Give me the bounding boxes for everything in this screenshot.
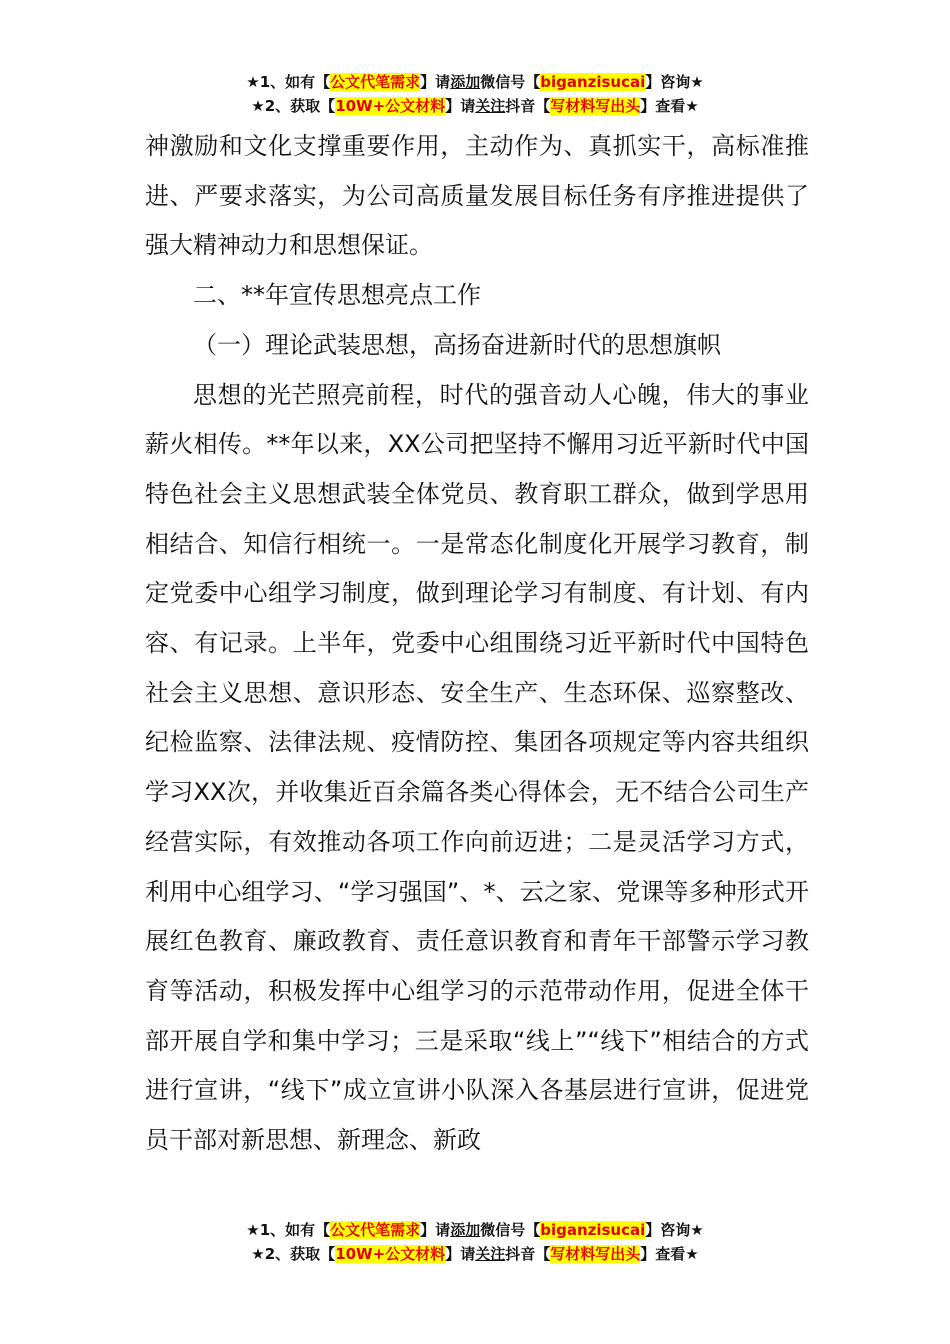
ad-highlight: 写材料写出头 — [550, 97, 641, 115]
subsection-heading: （一）理论武装思想，高扬奋进新时代的思想旗帜 — [193, 330, 721, 359]
ad-text: 微信号【 — [480, 1221, 541, 1239]
ad-highlight: 写材料写出头 — [550, 1245, 641, 1263]
ad-highlight: 10W+公文材料 — [335, 1245, 446, 1263]
ad-line-1 — [0, 1218, 950, 1242]
top-ad-banner — [0, 70, 950, 118]
ad-line-1 — [0, 70, 950, 94]
document-body — [145, 122, 809, 1166]
ad-highlight: 公文代笔需求 — [330, 73, 421, 91]
paragraph-body: 思想的光芒照亮前程，时代的强音动人心魄，伟大的事业薪火相传。**年以来，XX公司把坚持不懈用习近平新时代中国特色社会主义思想武装全体党员、教育职工群众，做到学思用相结合、知信行相统一。一是常态化制度化开展学习教育，制定党委中心组学习制度，做到理论学习有制度、有计划、有内容、有记录。上半年，党委中心组围绕习近平新时代中国特色社会主义思想、意识形态、安全生产、生态环保、巡察整改、纪检监察、法律法规、疫情防控、集团各项规定等内容共组织学习XX次，并收集近百余篇各类心得体会，无不结合公司生产经营实际，有效推动各项工作向前迈进；二是灵活学习方式，利用中心组学习、“学习强国”、*、云之家、党课等多种形式开展红色教育、廉政教育、责任意识教育和青年干部警示学习教育等活动，积极发挥中心组学习的示范带动作用，促进全体干部开展自学和集中学习；三是采取“线上”“线下”相结合的方式进行宣讲，“线下”成立宣讲小队深入各基层进行宣讲，促进党员干部对新思想、新理念、新政 — [145, 380, 809, 1155]
section-heading: 二、**年宣传思想亮点工作 — [193, 281, 481, 310]
ad-text: ★1、如有【 — [246, 1221, 331, 1239]
ad-text: 】查看★ — [640, 97, 699, 115]
ad-emphasis: 关注 — [475, 97, 506, 115]
ad-line-2 — [0, 94, 950, 118]
bottom-ad-banner — [0, 1218, 950, 1266]
ad-highlight: 10W+公文材料 — [335, 97, 446, 115]
ad-emphasis: 添加 — [450, 73, 481, 91]
ad-emphasis: 添加 — [450, 1221, 481, 1239]
ad-text: 】咨询★ — [645, 1221, 704, 1239]
ad-text: 】请 — [445, 1245, 476, 1263]
ad-text: 】咨询★ — [645, 73, 704, 91]
ad-line-2 — [0, 1242, 950, 1266]
ad-text: 】请 — [420, 73, 451, 91]
ad-highlight: biganzisucai — [540, 1221, 646, 1239]
ad-text: 】请 — [420, 1221, 451, 1239]
ad-text: ★2、获取【 — [251, 97, 336, 115]
ad-text: 抖音【 — [505, 1245, 551, 1263]
ad-text: 微信号【 — [480, 73, 541, 91]
ad-text: ★2、获取【 — [251, 1245, 336, 1263]
ad-text: 】请 — [445, 97, 476, 115]
paragraph-continuation: 神激励和文化支撑重要作用，主动作为、真抓实干，高标准推进、严要求落实，为公司高质量发展目标任务有序推进提供了强大精神动力和思想保证。 — [145, 132, 809, 260]
ad-emphasis: 关注 — [475, 1245, 506, 1263]
ad-text: 】查看★ — [640, 1245, 699, 1263]
ad-text: ★1、如有【 — [246, 73, 331, 91]
ad-text: 抖音【 — [505, 97, 551, 115]
ad-highlight: 公文代笔需求 — [330, 1221, 421, 1239]
ad-highlight: biganzisucai — [540, 73, 646, 91]
